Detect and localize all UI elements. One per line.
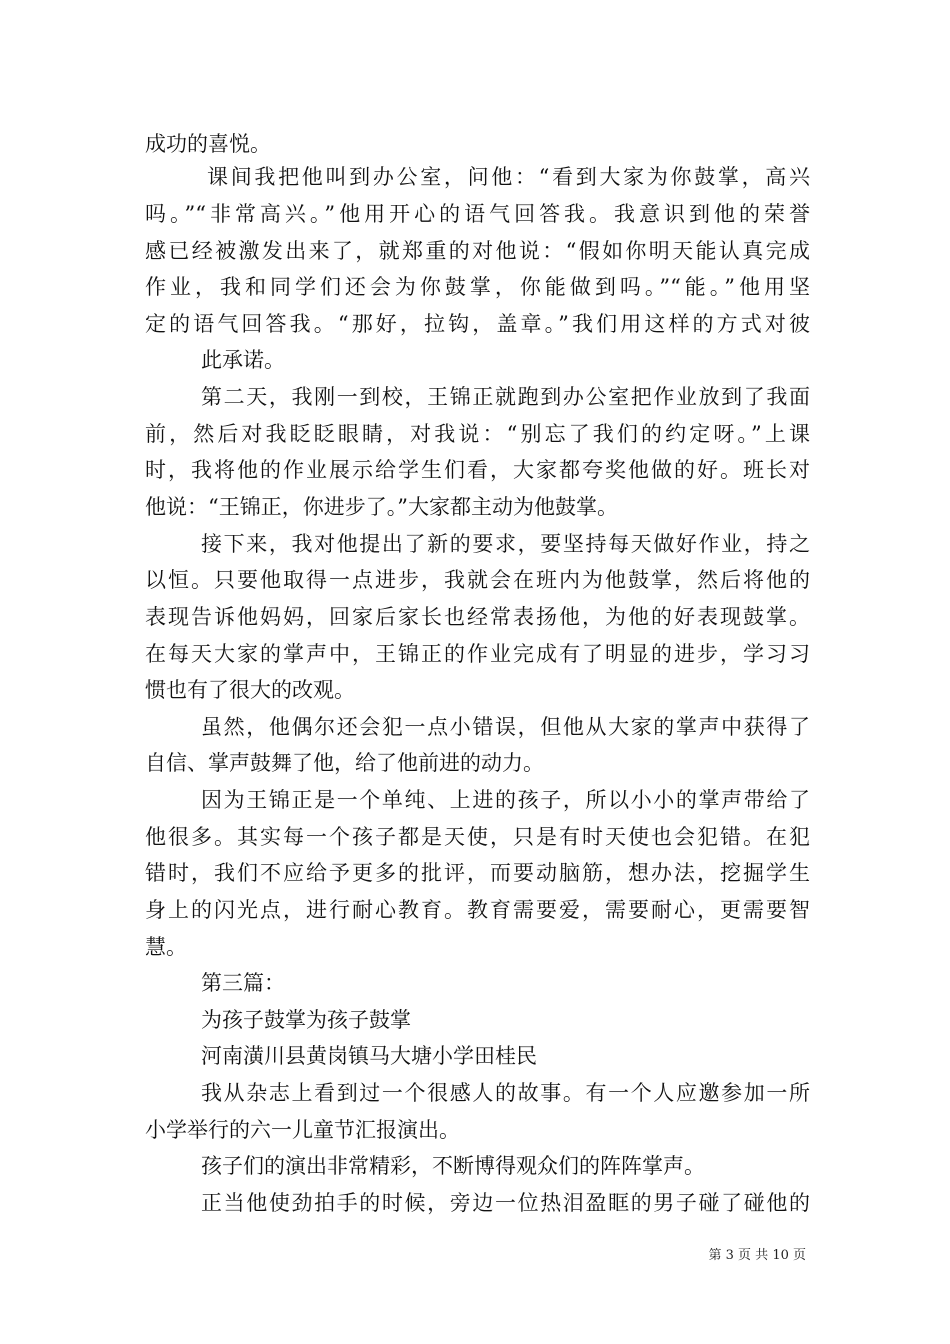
text-line: 课间我把他叫到办公室，问他：“看到大家为你鼓掌，高兴 <box>207 165 810 189</box>
text-line: 成功的喜悦。 <box>145 132 271 156</box>
text-line: 定的语气回答我。“那好，拉钩，盖章。”我们用这样的方式对彼 <box>145 312 810 336</box>
text-line: 正当他使劲拍手的时候，旁边一位热泪盈眶的男子碰了碰他的 <box>201 1191 810 1215</box>
text-line: 感已经被激发出来了，就郑重的对他说：“假如你明天能认真完成 <box>145 239 810 263</box>
text-line: 慧。 <box>145 935 187 959</box>
article-author: 河南潢川县黄岗镇马大塘小学田桂民 <box>201 1044 537 1068</box>
text-line: 孩子们的演出非常精彩，不断博得观众们的阵阵掌声。 <box>201 1154 705 1178</box>
text-line: 接下来，我对他提出了新的要求，要坚持每天做好作业，持之 <box>201 532 810 556</box>
text-line: 以恒。只要他取得一点进步，我就会在班内为他鼓掌，然后将他的 <box>145 568 810 592</box>
page-number-footer: 第 3 页 共 10 页 <box>708 1248 806 1263</box>
text-line: 小学举行的六一儿童节汇报演出。 <box>145 1118 460 1142</box>
text-line: 第二天，我刚一到校，王锦正就跑到办公室把作业放到了我面 <box>201 385 810 409</box>
text-line: 吗。”“非常高兴。”他用开心的语气回答我。我意识到他的荣誉 <box>145 202 810 226</box>
text-line: 错时，我们不应给予更多的批评，而要动脑筋，想办法，挖掘学生 <box>145 861 810 885</box>
text-line: 自信、掌声鼓舞了他，给了他前进的动力。 <box>145 751 544 775</box>
text-line: 在每天大家的掌声中，王锦正的作业完成有了明显的进步，学习习 <box>145 642 810 666</box>
text-line: 惯也有了很大的改观。 <box>145 678 355 702</box>
text-line: 此承诺。 <box>201 348 285 372</box>
section-heading: 第三篇： <box>201 971 285 995</box>
text-line: 身上的闪光点，进行耐心教育。教育需要爱，需要耐心，更需要智 <box>145 898 810 922</box>
article-title: 为孩子鼓掌为孩子鼓掌 <box>201 1008 411 1032</box>
text-line: 他说：“王锦正，你进步了。”大家都主动为他鼓掌。 <box>145 495 618 519</box>
text-line: 作业，我和同学们还会为你鼓掌，你能做到吗。”“能。”他用坚 <box>145 275 810 299</box>
text-line: 因为王锦正是一个单纯、上进的孩子，所以小小的掌声带给了 <box>201 788 810 812</box>
text-line: 虽然，他偶尔还会犯一点小错误，但他从大家的掌声中获得了 <box>201 715 810 739</box>
text-line: 我从杂志上看到过一个很感人的故事。有一个人应邀参加一所 <box>201 1081 810 1105</box>
text-line: 他很多。其实每一个孩子都是天使，只是有时天使也会犯错。在犯 <box>145 825 810 849</box>
text-line: 表现告诉他妈妈，回家后家长也经常表扬他，为他的好表现鼓掌。 <box>145 605 810 629</box>
text-line: 前，然后对我眨眨眼睛，对我说：“别忘了我们的约定呀。”上课 <box>145 422 810 446</box>
text-line: 时，我将他的作业展示给学生们看，大家都夸奖他做的好。班长对 <box>145 458 810 482</box>
